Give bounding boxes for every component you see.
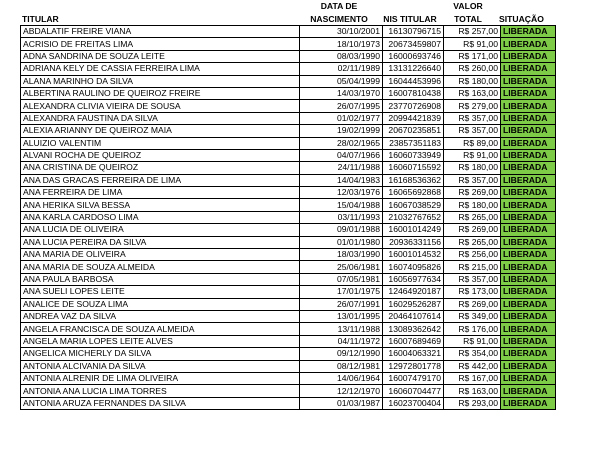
cell-total-value: R$ 357,00 xyxy=(444,125,501,137)
cell-nis: 16060704477 xyxy=(383,385,444,397)
cell-nis: 13131226640 xyxy=(383,63,444,75)
cell-total-value: R$ 163,00 xyxy=(444,87,501,99)
cell-nis: 16130796715 xyxy=(383,26,444,38)
cell-birth-date: 14/06/1964 xyxy=(300,372,383,384)
status-badge: LIBERADA xyxy=(501,26,556,38)
table-row xyxy=(21,162,556,174)
cell-titular: ANA KARLA CARDOSO LIMA xyxy=(21,211,300,223)
table-row xyxy=(21,236,556,248)
cell-total-value: R$ 180,00 xyxy=(444,199,501,211)
table-row xyxy=(21,273,556,285)
cell-nis: 16044453996 xyxy=(383,75,444,87)
table-row xyxy=(21,149,556,161)
status-badge: LIBERADA xyxy=(501,360,556,372)
cell-titular: ANGELICA MICHERLY DA SILVA xyxy=(21,348,300,360)
cell-birth-date: 14/03/1970 xyxy=(300,87,383,99)
cell-total-value: R$ 260,00 xyxy=(444,63,501,75)
table-row xyxy=(21,335,556,347)
cell-birth-date: 26/07/1991 xyxy=(300,298,383,310)
cell-titular: ANA LUCIA DE OLIVEIRA xyxy=(21,224,300,236)
table-row xyxy=(21,137,556,149)
cell-titular: ANTONIA ALCIVANIA DA SILVA xyxy=(21,360,300,372)
cell-total-value: R$ 173,00 xyxy=(444,286,501,298)
cell-birth-date: 02/11/1989 xyxy=(300,63,383,75)
table-row xyxy=(21,372,556,384)
cell-nis: 16060715592 xyxy=(383,162,444,174)
table-row xyxy=(21,187,556,199)
status-badge: LIBERADA xyxy=(501,211,556,223)
cell-titular: ANA PAULA BARBOSA xyxy=(21,273,300,285)
table-row xyxy=(21,38,556,50)
cell-titular: ANDREA VAZ DA SILVA xyxy=(21,310,300,322)
cell-titular: ALANA MARINHO DA SILVA xyxy=(21,75,300,87)
table-row xyxy=(21,286,556,298)
cell-total-value: R$ 91,00 xyxy=(444,335,501,347)
table-row xyxy=(21,323,556,335)
cell-birth-date: 14/04/1983 xyxy=(300,174,383,186)
cell-titular: ANA HERIKA SILVA BESSA xyxy=(21,199,300,211)
cell-nis: 16001014249 xyxy=(383,224,444,236)
cell-nis: 16007689469 xyxy=(383,335,444,347)
status-badge: LIBERADA xyxy=(501,187,556,199)
cell-titular: ANA SUELI LOPES LEITE xyxy=(21,286,300,298)
status-badge: LIBERADA xyxy=(501,323,556,335)
status-badge: LIBERADA xyxy=(501,273,556,285)
cell-nis: 21032767652 xyxy=(383,211,444,223)
status-badge: LIBERADA xyxy=(501,38,556,50)
cell-total-value: R$ 269,00 xyxy=(444,187,501,199)
cell-titular: ADNA SANDRINA DE SOUZA LEITE xyxy=(21,50,300,62)
table-row xyxy=(21,112,556,124)
cell-total-value: R$ 354,00 xyxy=(444,348,501,360)
cell-titular: ANA FERREIRA DE LIMA xyxy=(21,187,300,199)
cell-nis: 16168536362 xyxy=(383,174,444,186)
cell-birth-date: 12/03/1976 xyxy=(300,187,383,199)
header-row-top xyxy=(20,0,556,13)
cell-nis: 16060733949 xyxy=(383,149,444,161)
cell-total-value: R$ 357,00 xyxy=(444,174,501,186)
status-badge: LIBERADA xyxy=(501,286,556,298)
cell-total-value: R$ 180,00 xyxy=(444,162,501,174)
table-row xyxy=(21,75,556,87)
cell-total-value: R$ 349,00 xyxy=(444,310,501,322)
header-titular: TITULAR xyxy=(22,14,59,24)
cell-titular: ALVANI ROCHA DE QUEIROZ xyxy=(21,149,300,161)
cell-nis: 16000693746 xyxy=(383,50,444,62)
cell-titular: ANA MARIA DE OLIVEIRA xyxy=(21,249,300,261)
cell-titular: ANALICE DE SOUZA LIMA xyxy=(21,298,300,310)
status-badge: LIBERADA xyxy=(501,50,556,62)
cell-birth-date: 05/04/1999 xyxy=(300,75,383,87)
status-badge: LIBERADA xyxy=(501,310,556,322)
cell-birth-date: 04/11/1972 xyxy=(300,335,383,347)
cell-birth-date: 01/01/1980 xyxy=(300,236,383,248)
cell-total-value: R$ 91,00 xyxy=(444,38,501,50)
table-row xyxy=(21,348,556,360)
status-badge: LIBERADA xyxy=(501,236,556,248)
status-badge: LIBERADA xyxy=(501,249,556,261)
status-badge: LIBERADA xyxy=(501,125,556,137)
cell-titular: ALEXIA ARIANNY DE QUEIROZ MAIA xyxy=(21,125,300,137)
cell-nis: 16067038529 xyxy=(383,199,444,211)
status-badge: LIBERADA xyxy=(501,372,556,384)
cell-birth-date: 19/02/1999 xyxy=(300,125,383,137)
cell-nis: 12464920187 xyxy=(383,286,444,298)
table-row xyxy=(21,63,556,75)
header-nis: NIS TITULAR xyxy=(383,14,437,24)
cell-total-value: R$ 265,00 xyxy=(444,211,501,223)
cell-total-value: R$ 215,00 xyxy=(444,261,501,273)
status-badge: LIBERADA xyxy=(501,174,556,186)
status-badge: LIBERADA xyxy=(501,100,556,112)
cell-total-value: R$ 256,00 xyxy=(444,249,501,261)
cell-nis: 16007810438 xyxy=(383,87,444,99)
cell-total-value: R$ 171,00 xyxy=(444,50,501,62)
cell-birth-date: 13/01/1995 xyxy=(300,310,383,322)
status-badge: LIBERADA xyxy=(501,199,556,211)
cell-birth-date: 28/02/1965 xyxy=(300,137,383,149)
cell-birth-date: 09/12/1990 xyxy=(300,348,383,360)
cell-nis: 16029526287 xyxy=(383,298,444,310)
header-row xyxy=(20,13,556,25)
table-row xyxy=(21,249,556,261)
cell-birth-date: 08/12/1981 xyxy=(300,360,383,372)
header-date-line2: NASCIMENTO xyxy=(310,14,368,24)
cell-nis: 16074095826 xyxy=(383,261,444,273)
cell-titular: ANA DAS GRACAS FERREIRA DE LIMA xyxy=(21,174,300,186)
table-row xyxy=(21,199,556,211)
table-row xyxy=(21,87,556,99)
cell-total-value: R$ 269,00 xyxy=(444,298,501,310)
cell-titular: ANA CRISTINA DE QUEIROZ xyxy=(21,162,300,174)
cell-titular: ADRIANA KELY DE CASSIA FERREIRA LIMA xyxy=(21,63,300,75)
cell-nis: 13089362642 xyxy=(383,323,444,335)
cell-birth-date: 09/01/1988 xyxy=(300,224,383,236)
cell-nis: 20670235851 xyxy=(383,125,444,137)
cell-nis: 16004063321 xyxy=(383,348,444,360)
table-row xyxy=(21,224,556,236)
table-row xyxy=(21,397,556,409)
cell-nis: 16056977634 xyxy=(383,273,444,285)
cell-total-value: R$ 269,00 xyxy=(444,224,501,236)
cell-total-value: R$ 293,00 xyxy=(444,397,501,409)
cell-titular: ALEXANDRA FAUSTINA DA SILVA xyxy=(21,112,300,124)
cell-titular: ALBERTINA RAULINO DE QUEIROZ FREIRE xyxy=(21,87,300,99)
cell-birth-date: 30/10/2001 xyxy=(300,26,383,38)
header-situacao: SITUAÇÃO xyxy=(499,14,544,24)
cell-total-value: R$ 91,00 xyxy=(444,149,501,161)
cell-birth-date: 08/03/1990 xyxy=(300,50,383,62)
cell-birth-date: 13/11/1988 xyxy=(300,323,383,335)
cell-birth-date: 24/11/1988 xyxy=(300,162,383,174)
table-row xyxy=(21,298,556,310)
cell-birth-date: 07/05/1981 xyxy=(300,273,383,285)
cell-birth-date: 26/07/1995 xyxy=(300,100,383,112)
cell-titular: ANGELA FRANCISCA DE SOUZA ALMEIDA xyxy=(21,323,300,335)
cell-nis: 16065692868 xyxy=(383,187,444,199)
table-row xyxy=(21,100,556,112)
cell-birth-date: 18/10/1973 xyxy=(300,38,383,50)
cell-nis: 20673459807 xyxy=(383,38,444,50)
table-row xyxy=(21,125,556,137)
cell-total-value: R$ 357,00 xyxy=(444,112,501,124)
cell-nis: 16023700404 xyxy=(383,397,444,409)
status-badge: LIBERADA xyxy=(501,137,556,149)
cell-birth-date: 03/11/1993 xyxy=(300,211,383,223)
cell-birth-date: 25/06/1981 xyxy=(300,261,383,273)
status-badge: LIBERADA xyxy=(501,385,556,397)
status-badge: LIBERADA xyxy=(501,224,556,236)
cell-titular: ABDALATIF FREIRE VIANA xyxy=(21,26,300,38)
cell-titular: ACRISIO DE FREITAS LIMA xyxy=(21,38,300,50)
cell-titular: ANA LUCIA PEREIRA DA SILVA xyxy=(21,236,300,248)
cell-nis: 23857351183 xyxy=(383,137,444,149)
status-badge: LIBERADA xyxy=(501,63,556,75)
cell-nis: 12972801778 xyxy=(383,360,444,372)
table-row xyxy=(21,174,556,186)
cell-total-value: R$ 257,00 xyxy=(444,26,501,38)
status-badge: LIBERADA xyxy=(501,112,556,124)
cell-titular: ALEXANDRA CLIVIA VIEIRA DE SOUSA xyxy=(21,100,300,112)
cell-total-value: R$ 163,00 xyxy=(444,385,501,397)
cell-total-value: R$ 265,00 xyxy=(444,236,501,248)
cell-birth-date: 12/12/1970 xyxy=(300,385,383,397)
cell-titular: ANA MARIA DE SOUZA ALMEIDA xyxy=(21,261,300,273)
status-badge: LIBERADA xyxy=(501,298,556,310)
header-date-line1: DATA DE xyxy=(320,1,358,11)
cell-titular: ALUIZIO VALENTIM xyxy=(21,137,300,149)
table-row xyxy=(21,261,556,273)
cell-nis: 20936331156 xyxy=(383,236,444,248)
status-badge: LIBERADA xyxy=(501,75,556,87)
status-badge: LIBERADA xyxy=(501,261,556,273)
status-badge: LIBERADA xyxy=(501,335,556,347)
cell-nis: 16007479170 xyxy=(383,372,444,384)
table-row xyxy=(21,385,556,397)
table-row xyxy=(21,26,556,38)
table-row xyxy=(21,310,556,322)
cell-nis: 16001014532 xyxy=(383,249,444,261)
cell-titular: ANGELA MARIA LOPES LEITE ALVES xyxy=(21,335,300,347)
cell-titular: ANTONIA ALRENIR DE LIMA OLIVEIRA xyxy=(21,372,300,384)
cell-total-value: R$ 180,00 xyxy=(444,75,501,87)
cell-titular: ANTONIA ARUZA FERNANDES DA SILVA xyxy=(21,397,300,409)
header-value-line2: TOTAL xyxy=(454,14,482,24)
table-row xyxy=(21,211,556,223)
status-badge: LIBERADA xyxy=(501,87,556,99)
cell-birth-date: 15/04/1988 xyxy=(300,199,383,211)
cell-birth-date: 01/02/1977 xyxy=(300,112,383,124)
beneficiary-table xyxy=(20,25,556,410)
status-badge: LIBERADA xyxy=(501,397,556,409)
cell-total-value: R$ 167,00 xyxy=(444,372,501,384)
beneficiary-sheet xyxy=(20,0,556,410)
cell-nis: 23770726908 xyxy=(383,100,444,112)
cell-birth-date: 18/03/1990 xyxy=(300,249,383,261)
table-body xyxy=(21,26,556,410)
cell-birth-date: 17/01/1975 xyxy=(300,286,383,298)
cell-titular: ANTONIA ANA LUCIA LIMA TORRES xyxy=(21,385,300,397)
cell-total-value: R$ 279,00 xyxy=(444,100,501,112)
cell-nis: 20464107614 xyxy=(383,310,444,322)
status-badge: LIBERADA xyxy=(501,149,556,161)
table-row xyxy=(21,50,556,62)
status-badge: LIBERADA xyxy=(501,348,556,360)
cell-total-value: R$ 357,00 xyxy=(444,273,501,285)
cell-nis: 20994421839 xyxy=(383,112,444,124)
cell-total-value: R$ 89,00 xyxy=(444,137,501,149)
header-value-line1: VALOR xyxy=(453,1,483,11)
cell-birth-date: 01/03/1987 xyxy=(300,397,383,409)
cell-birth-date: 04/07/1966 xyxy=(300,149,383,161)
table-row xyxy=(21,360,556,372)
status-badge: LIBERADA xyxy=(501,162,556,174)
cell-total-value: R$ 176,00 xyxy=(444,323,501,335)
cell-total-value: R$ 442,00 xyxy=(444,360,501,372)
